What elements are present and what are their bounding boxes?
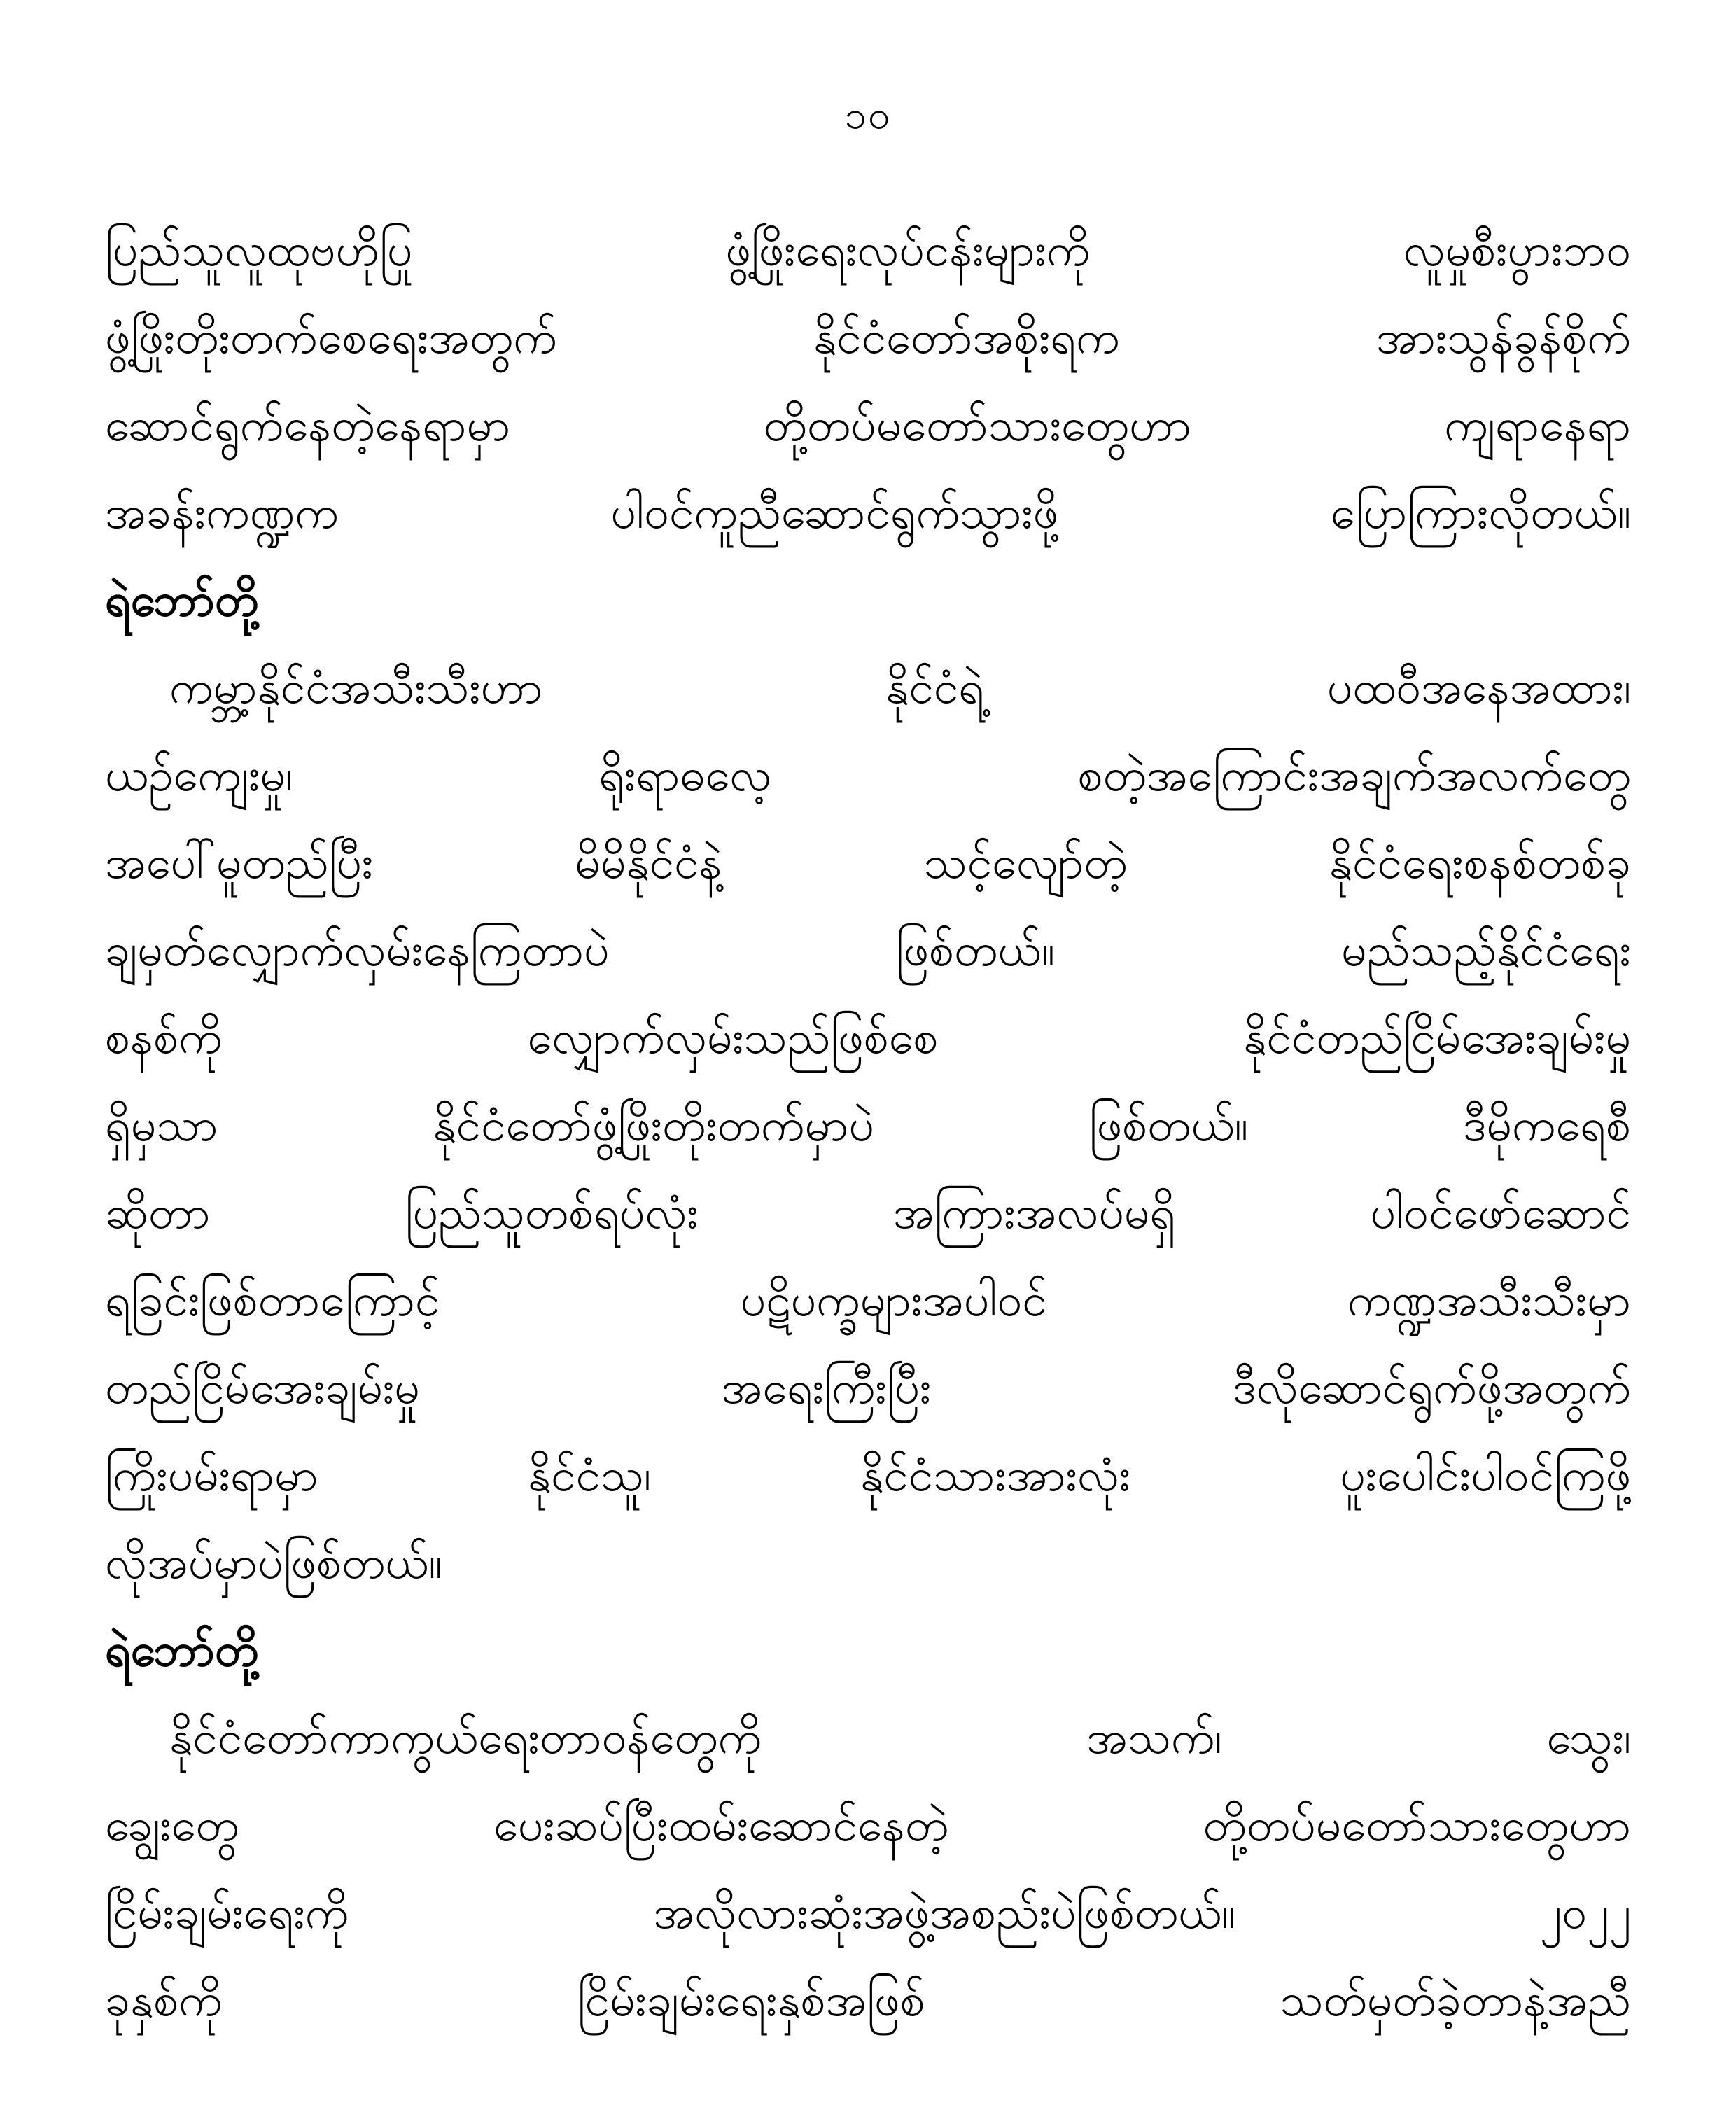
text-line: အခန်းကဏ္ဍက ပါဝင်ကူညီဆောင်ရွက်သွားဖို့ ပြောကြားလိုတယ်။: [105, 487, 1631, 539]
text-line: ဖွံ့ဖြိုးတိုးတက်စေရေးအတွက် နိုင်ငံတော်အစိုးရက အားသွန်ခွန်စိုက်: [105, 312, 1631, 364]
paragraph: [105, 207, 1631, 557]
text-line: ဆိုတာ ပြည်သူတစ်ရပ်လုံး အကြားအလပ်မရှိ ပါဝင်ဖော်ဆောင်: [105, 1187, 1631, 1239]
text-line: ပြည်သူလူထုဗဟိုပြု ဖွံ့ဖြိုးရေးလုပ်ငန်းများကို လူမှုစီးပွားဘဝ: [105, 225, 1631, 277]
text-line: လိုအပ်မှာပဲဖြစ်တယ်။: [105, 1537, 442, 1589]
text-line: ခုနှစ်ကို ငြိမ်းချမ်းရေးနှစ်အဖြစ် သတ်မှတ်ခဲ့တာနဲ့အညီ: [105, 1975, 1631, 2027]
text-line: ချွေးတွေ ပေးဆပ်ပြီးထမ်းဆောင်နေတဲ့ တို့တပ်မတော်သားတွေဟာ: [105, 1800, 1631, 1852]
text-line: ရှိမှသာ နိုင်ငံတော်ဖွံ့ဖြိုးတိုးတက်မှာပဲ ဖြစ်တယ်။ ဒီမိုကရေစီ: [105, 1100, 1631, 1152]
text-line: ကြိုးပမ်းရာမှာ နိုင်ငံသူ၊ နိုင်ငံသားအားလုံး ပူးပေါင်းပါဝင်ကြဖို့: [105, 1450, 1631, 1502]
text-line: ငြိမ်းချမ်းရေးကို အလိုလားဆုံးအဖွဲ့အစည်းပဲဖြစ်တယ်။ ၂၀၂၂: [105, 1887, 1631, 1939]
paragraph: [105, 1695, 1631, 2045]
text-line: အပေါ်မူတည်ပြီး မိမိနိုင်ငံနဲ့ သင့်လျော်တဲ့ နိုင်ငံရေးစနစ်တစ်ခု: [105, 837, 1631, 889]
text-line: ရခြင်းဖြစ်တာကြောင့် ပဋိပက္ခများအပါဝင် ကဏ္ဍအသီးသီးမှာ: [105, 1275, 1631, 1327]
text-line: တည်ငြိမ်အေးချမ်းမှု အရေးကြီးပြီး ဒီလိုဆောင်ရွက်ဖို့အတွက်: [105, 1362, 1631, 1414]
section-heading: ရဲဘော်တို့: [105, 1625, 259, 1677]
text-line: နိုင်ငံတော်ကာကွယ်ရေးတာဝန်တွေကို အသက်၊ သွေး၊: [169, 1712, 1631, 1764]
text-line: ဆောင်ရွက်နေတဲ့နေရာမှာ တို့တပ်မတော်သားတွေဟာ ကျရာနေရာ: [105, 400, 1631, 452]
page-body: [105, 207, 1631, 2045]
text-line: ယဉ်ကျေးမှု၊ ရိုးရာဓလေ့ စတဲ့အကြောင်းအချက်အလက်တွေ: [105, 750, 1631, 802]
text-line: ချမှတ်လျှောက်လှမ်းနေကြတာပဲ ဖြစ်တယ်။ မည်သည့်နိုင်ငံရေး: [105, 925, 1631, 977]
text-line: စနစ်ကို လျှောက်လှမ်းသည်ဖြစ်စေ နိုင်ငံတည်ငြိမ်အေးချမ်းမှု: [105, 1012, 1631, 1064]
text-line: ကမ္ဘာ့နိုင်ငံအသီးသီးဟာ နိုင်ငံရဲ့ ပထဝီအနေအထား၊: [169, 662, 1631, 714]
section-heading: ရဲဘော်တို့: [105, 575, 259, 627]
paragraph: [105, 645, 1631, 1607]
page-number: ၁၀: [844, 92, 892, 138]
